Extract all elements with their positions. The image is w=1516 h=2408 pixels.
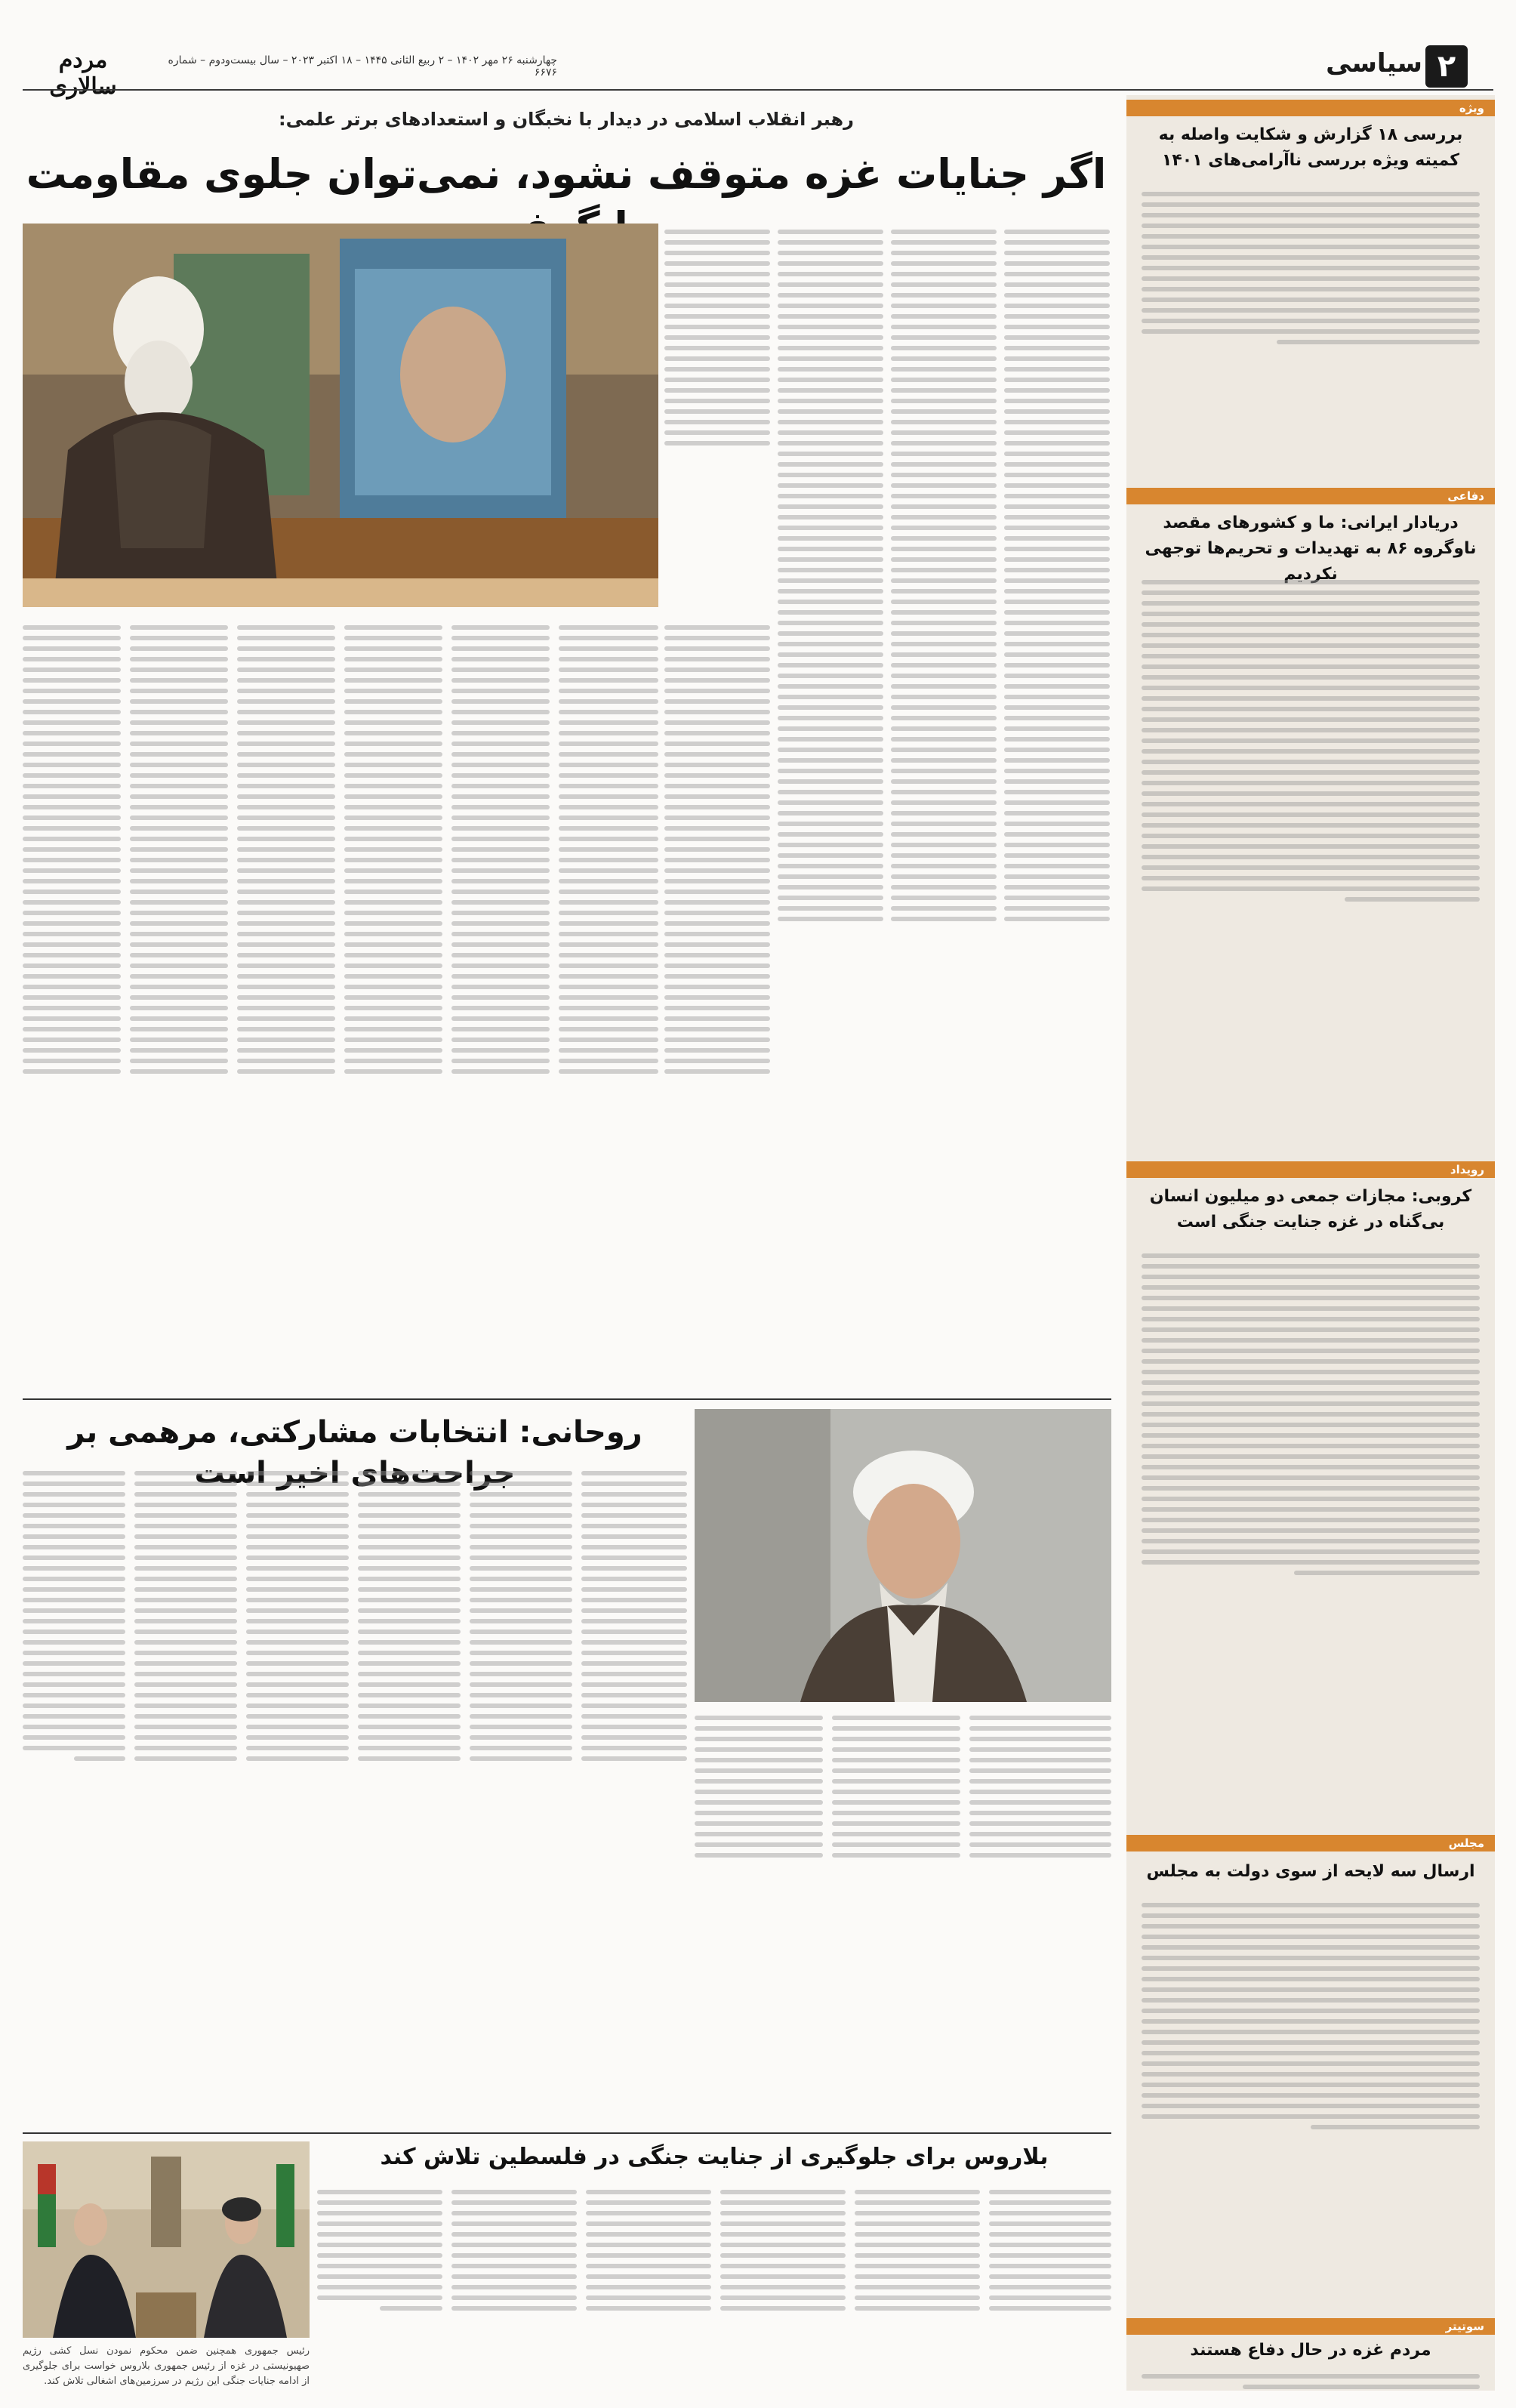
rouhani-article-column bbox=[23, 1465, 125, 1963]
lead-photo bbox=[23, 224, 658, 607]
rouhani-headline: روحانی: انتخابات مشارکتی، مرهمی بر جراحت‌های اخیر است bbox=[67, 1415, 642, 1491]
masthead bbox=[0, 0, 1516, 100]
sidebar-article-body bbox=[1142, 186, 1480, 473]
belarus-article-column bbox=[586, 2184, 711, 2395]
rouhani-photo bbox=[695, 1409, 1111, 1702]
belarus-article-column bbox=[720, 2184, 846, 2395]
rouhani-article-column bbox=[358, 1465, 461, 1963]
belarus-article-column bbox=[855, 2184, 980, 2395]
lead-article-column bbox=[891, 224, 997, 1386]
newspaper-logo: مردم سالاری bbox=[49, 47, 117, 100]
rouhani-article-column bbox=[581, 1465, 687, 1963]
sidebar-tag: رویداد bbox=[1126, 1161, 1495, 1178]
lead-article-column bbox=[23, 619, 121, 1386]
rouhani-article-column bbox=[695, 1710, 823, 1963]
dateline: چهارشنبه ۲۶ مهر ۱۴۰۲ – ۲ ربیع الثانی ۱۴۴۵ – ۱۸ اکتبر ۲۰۲۳ – سال بیست‌ودوم – شماره ۶۶۷۶ bbox=[168, 54, 557, 79]
rouhani-portrait-image bbox=[695, 1409, 1111, 1702]
rouhani-article-column bbox=[246, 1465, 349, 1963]
page-number: ۲ bbox=[1425, 45, 1468, 88]
divider bbox=[23, 1398, 1111, 1400]
sidebar-article-body bbox=[1142, 2368, 1480, 2403]
sidebar-tag: دفاعی bbox=[1126, 488, 1495, 504]
belarus-article-column bbox=[317, 2184, 442, 2395]
section-name: سیاسی bbox=[1326, 48, 1422, 79]
lead-kicker: رهبر انقلاب اسلامی در دیدار با نخبگان و استعدادهای برتر علمی: bbox=[279, 109, 854, 130]
lead-article-column bbox=[664, 224, 770, 616]
rouhani-article-column bbox=[969, 1710, 1111, 1963]
sidebar-tag: مجلس bbox=[1126, 1835, 1495, 1851]
masthead-rule bbox=[23, 89, 1493, 91]
rouhani-article-column bbox=[470, 1465, 572, 1963]
sidebar-article-body bbox=[1142, 1247, 1480, 1821]
sidebar-tag: سوتیتر bbox=[1126, 2318, 1495, 2335]
lead-article-column bbox=[451, 619, 550, 1386]
sidebar-headline: دریادار ایرانی: ما و کشورهای مقصد ناوگروه ۸۶ به تهدیدات و تحریم‌ها توجهی نکردیم bbox=[1145, 513, 1477, 584]
sidebar-headline: بررسی ۱۸ گزارش و شکایت واصله به کمیته ویژه بررسی ناآرامی‌های ۱۴۰۱ bbox=[1158, 125, 1463, 170]
lead-article-column bbox=[778, 224, 883, 1386]
presidents-meeting-image bbox=[23, 2141, 310, 2338]
belarus-photo bbox=[23, 2141, 310, 2338]
sidebar-headline: مردم غزه در حال دفاع هستند bbox=[1190, 2341, 1431, 2360]
belarus-article-column bbox=[989, 2184, 1111, 2395]
lead-headline: اگر جنایات غزه متوقف نشود، نمی‌توان جلوی مقاومت bbox=[26, 150, 1107, 198]
divider bbox=[23, 2132, 1111, 2134]
leader-speaking-image bbox=[23, 224, 658, 607]
belarus-article-column bbox=[451, 2184, 577, 2395]
belarus-photo-caption: رئیس جمهوری همچنین ضمن محکوم نمودن نسل کشی رژیم صهیونیستی در غزه از رئیس جمهوری بلاروس خواست برای جلوگیری از ادامه جنایات جنگی این رژیم در سرزمین‌های اشغالی تلاش کند. bbox=[23, 2345, 310, 2387]
lead-article-column bbox=[559, 619, 658, 1386]
lead-article-column bbox=[664, 619, 770, 1386]
lead-article-column bbox=[237, 619, 335, 1386]
sidebar-tag: ویژه bbox=[1126, 100, 1495, 116]
lead-article-column bbox=[1004, 224, 1110, 1386]
sidebar-article-body bbox=[1142, 574, 1480, 1148]
rouhani-article-column bbox=[832, 1710, 960, 1963]
lead-article-column bbox=[130, 619, 228, 1386]
sidebar-headline: کروبی: مجازات جمعی دو میلیون انسان بی‌گناه در غزه جنایت جنگی است bbox=[1149, 1187, 1472, 1232]
sidebar-headline: ارسال سه لایحه از سوی دولت به مجلس bbox=[1146, 1862, 1475, 1881]
sidebar-article-body bbox=[1142, 1897, 1480, 2305]
lead-article-column bbox=[344, 619, 442, 1386]
sidebar bbox=[1126, 95, 1495, 2391]
rouhani-article-column bbox=[134, 1465, 237, 1963]
belarus-headline: بلاروس برای جلوگیری از جنایت جنگی در فلسطین تلاش کند bbox=[380, 2144, 1049, 2170]
